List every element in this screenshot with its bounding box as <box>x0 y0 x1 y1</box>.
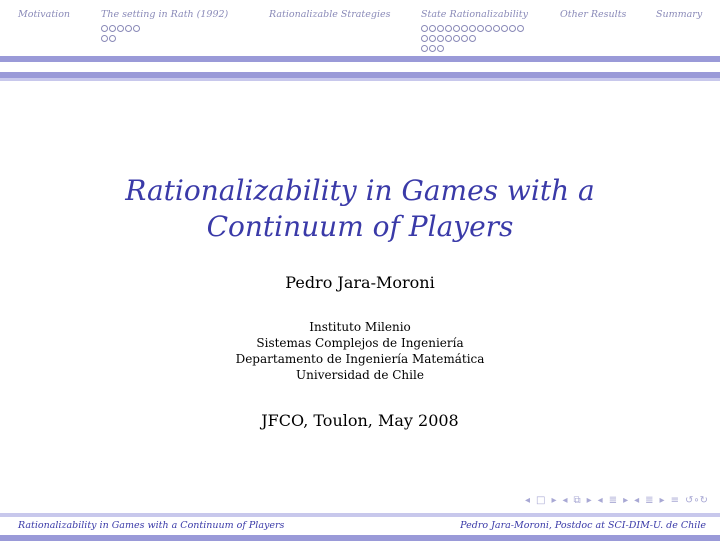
frame-dot[interactable] <box>429 35 436 42</box>
frame-dot[interactable] <box>501 25 508 32</box>
section-icon[interactable]: ≣ <box>608 495 618 506</box>
section-next-icon[interactable]: ▸ <box>623 495 629 506</box>
frame-next-icon[interactable]: ▸ <box>551 495 557 506</box>
frame-dot[interactable] <box>429 45 436 52</box>
nav-section-other-results[interactable]: Other Results <box>560 9 627 20</box>
frame-dot[interactable] <box>421 25 428 32</box>
frame-dots-row <box>101 35 117 43</box>
header-divider-band <box>0 56 720 62</box>
nav-section-rationalizable-strategies[interactable]: Rationalizable Strategies <box>269 9 391 20</box>
nav-section-motivation[interactable]: Motivation <box>18 9 71 20</box>
frame-prev-icon[interactable]: ◂ <box>524 495 530 506</box>
frame-dots-row <box>421 45 445 53</box>
frame-dot[interactable] <box>437 45 444 52</box>
header-shadow-band <box>0 78 720 81</box>
subsection-next-icon[interactable]: ▸ <box>586 495 592 506</box>
frame-dot[interactable] <box>101 25 108 32</box>
slide-next-icon[interactable]: ▸ <box>659 495 665 506</box>
frame-dot[interactable] <box>461 25 468 32</box>
author-name: Pedro Jara-Moroni <box>285 273 435 292</box>
top-navigation-bar <box>0 0 720 56</box>
frame-dot[interactable] <box>421 35 428 42</box>
frame-dot[interactable] <box>445 35 452 42</box>
frame-dot[interactable] <box>133 25 140 32</box>
frame-dot[interactable] <box>109 35 116 42</box>
affiliation-block <box>0 319 720 383</box>
slide-title: Rationalizability in Games with a Continuum of Players <box>125 173 595 243</box>
frame-dot[interactable] <box>517 25 524 32</box>
footer-author: Pedro Jara-Moroni, Postdoc at SCI-DIM-U. de Chile <box>460 520 706 531</box>
slide-prev-icon[interactable]: ◂ <box>634 495 640 506</box>
affiliation-line: Departamento de Ingeniería Matemática <box>235 352 485 366</box>
search-icon[interactable]: ↺∘↻ <box>684 495 708 506</box>
beamer-navigation-controls <box>525 494 708 508</box>
affiliation-line: Universidad de Chile <box>296 368 424 382</box>
frame-dots-row <box>101 25 141 33</box>
nav-section-state-rationalizability[interactable]: State Rationalizability <box>421 9 528 20</box>
frame-dot[interactable] <box>101 35 108 42</box>
footer-title: Rationalizability in Games with a Continuum of Players <box>18 520 285 531</box>
frame-dot[interactable] <box>429 25 436 32</box>
frame-dot[interactable] <box>477 25 484 32</box>
frame-dot[interactable] <box>469 25 476 32</box>
nav-section-summary[interactable]: Summary <box>656 9 703 20</box>
affiliation-line: Sistemas Complejos de Ingeniería <box>256 336 464 350</box>
slide-icon[interactable]: ≣ <box>645 495 654 506</box>
frame-dot[interactable] <box>469 35 476 42</box>
event-date: JFCO, Toulon, May 2008 <box>261 411 459 430</box>
frame-dot[interactable] <box>109 25 116 32</box>
affiliation-line: Instituto Milenio <box>309 320 411 334</box>
frame-dot[interactable] <box>125 25 132 32</box>
footer-bottom-band <box>0 535 720 541</box>
frame-dots-row <box>421 35 477 43</box>
frame-dot[interactable] <box>117 25 124 32</box>
subsection-icon[interactable]: ⧉ <box>573 495 581 506</box>
frame-dot[interactable] <box>453 25 460 32</box>
frame-dot[interactable] <box>421 45 428 52</box>
frame-dot[interactable] <box>437 35 444 42</box>
frame-dot[interactable] <box>509 25 516 32</box>
frame-dot[interactable] <box>493 25 500 32</box>
frame-icon[interactable]: □ <box>535 495 546 506</box>
frame-dot[interactable] <box>461 35 468 42</box>
frame-dot[interactable] <box>445 25 452 32</box>
nav-section-setting-rath[interactable]: The setting in Rath (1992) <box>101 9 229 20</box>
section-prev-icon[interactable]: ◂ <box>597 495 603 506</box>
frame-dots-row <box>421 25 525 33</box>
subsection-prev-icon[interactable]: ◂ <box>562 495 568 506</box>
frame-dot[interactable] <box>485 25 492 32</box>
frame-dot[interactable] <box>437 25 444 32</box>
frame-dot[interactable] <box>453 35 460 42</box>
appendix-icon[interactable]: ≡ <box>670 495 679 506</box>
